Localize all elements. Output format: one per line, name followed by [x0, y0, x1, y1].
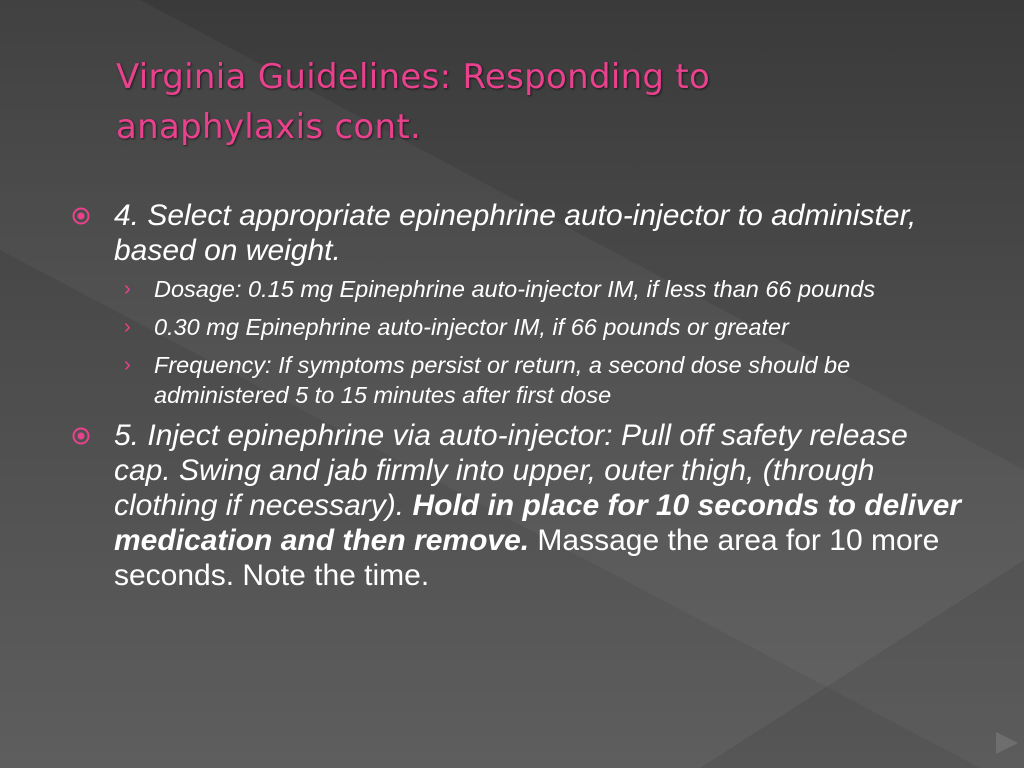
sub-bullet-frequency — [70, 350, 970, 410]
bullet-text-italic: 5. Inject epinephrine via auto-injector: Pull off safety release cap. Swing and jab firmly into upper, outer thigh, (through clothing if necessary). — [114, 419, 908, 522]
chevron-right-icon: › — [124, 316, 131, 338]
slide-body — [70, 198, 970, 599]
bullet-text: 4. Select appropriate epinephrine auto-injector to administer, based on weight. — [114, 199, 917, 267]
sub-bullet-dosage-low — [70, 274, 970, 304]
chevron-right-icon: › — [124, 354, 131, 376]
sub-bullet-text: Frequency: If symptoms persist or return, a second dose should be administered 5 to 15 minutes after first dose — [154, 352, 851, 408]
next-arrow-icon[interactable] — [992, 728, 1022, 758]
bullet-text-plain: Massage the area for 10 more seconds. Note the time. — [114, 524, 940, 592]
target-circle-icon — [72, 207, 90, 225]
target-circle-icon — [72, 427, 90, 445]
slide-title: Virginia Guidelines: Responding to anaphylaxis cont. — [116, 57, 711, 147]
chevron-right-icon: › — [124, 278, 131, 300]
bullet-item-4 — [70, 198, 970, 268]
sub-bullet-dosage-high — [70, 312, 970, 342]
sub-bullet-text: Dosage: 0.15 mg Epinephrine auto-injector IM, if less than 66 pounds — [154, 276, 876, 302]
bullet-item-5 — [70, 418, 970, 593]
sub-bullet-text: 0.30 mg Epinephrine auto-injector IM, if 66 pounds or greater — [154, 314, 789, 340]
bullet-text-bold: Hold in place for 10 seconds to deliver medication and then remove. — [114, 489, 961, 557]
